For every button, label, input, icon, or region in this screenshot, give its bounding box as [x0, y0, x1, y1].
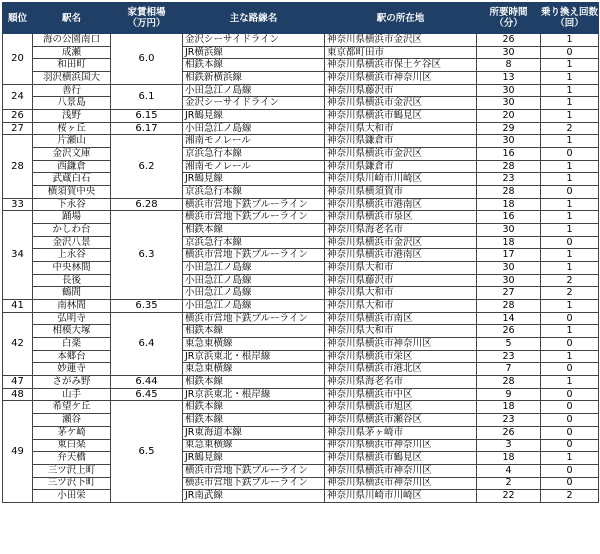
station-name-cell: 片瀬山 — [33, 135, 111, 148]
station-name-cell: 踊場 — [33, 211, 111, 224]
transfer-count-cell: 0 — [541, 426, 599, 439]
table-row — [3, 350, 599, 363]
station-name-cell: 三ツ沢下町 — [33, 477, 111, 490]
table-body — [3, 34, 599, 503]
address-cell: 神奈川県大和市 — [325, 262, 477, 275]
station-name-cell: 三ツ沢上町 — [33, 464, 111, 477]
station-name-cell: 羽沢横浜国大 — [33, 72, 111, 85]
rent-cell: 6.28 — [111, 198, 183, 211]
table-row — [3, 338, 599, 351]
station-name-cell: 鶴間 — [33, 287, 111, 300]
rent-cell: 6.4 — [111, 312, 183, 375]
station-name-cell: 桜ヶ丘 — [33, 122, 111, 135]
station-name-cell: 八景島 — [33, 97, 111, 110]
travel-time-cell: 18 — [477, 401, 541, 414]
address-cell: 神奈川県横浜市港南区 — [325, 249, 477, 262]
station-name-cell: 横須賀中央 — [33, 186, 111, 199]
travel-time-cell: 30 — [477, 224, 541, 237]
transfer-count-cell: 0 — [541, 464, 599, 477]
line-name-cell: 相鉄新横浜線 — [183, 72, 325, 85]
transfer-count-cell: 1 — [541, 325, 599, 338]
address-cell: 神奈川県横浜市金沢区 — [325, 97, 477, 110]
station-name-cell: 本郷台 — [33, 350, 111, 363]
address-cell: 神奈川県横浜市鶴見区 — [325, 452, 477, 465]
address-cell: 神奈川県横須賀市 — [325, 186, 477, 199]
station-name-cell: 金沢文庫 — [33, 148, 111, 161]
transfer-count-cell: 1 — [541, 262, 599, 275]
travel-time-cell: 28 — [477, 186, 541, 199]
station-name-cell: 弁天橋 — [33, 452, 111, 465]
table-row — [3, 122, 599, 135]
table-row — [3, 211, 599, 224]
address-cell: 神奈川県横浜市南区 — [325, 312, 477, 325]
travel-time-cell: 30 — [477, 262, 541, 275]
travel-time-cell: 4 — [477, 464, 541, 477]
table-row — [3, 439, 599, 452]
table-row — [3, 34, 599, 47]
transfer-count-cell: 0 — [541, 363, 599, 376]
travel-time-cell: 16 — [477, 211, 541, 224]
transfer-count-cell: 0 — [541, 236, 599, 249]
table-row — [3, 325, 599, 338]
rent-cell: 6.44 — [111, 376, 183, 389]
travel-time-cell: 22 — [477, 490, 541, 503]
address-cell: 神奈川県横浜市瀬谷区 — [325, 414, 477, 427]
station-name-cell: 南林間 — [33, 300, 111, 313]
address-cell: 神奈川県横浜市港南区 — [325, 198, 477, 211]
header-address: 駅の所在地 — [325, 3, 477, 34]
travel-time-cell: 14 — [477, 312, 541, 325]
transfer-count-cell: 1 — [541, 350, 599, 363]
travel-time-cell: 3 — [477, 439, 541, 452]
transfer-count-cell: 1 — [541, 135, 599, 148]
address-cell: 神奈川県鎌倉市 — [325, 160, 477, 173]
transfer-count-cell: 1 — [541, 224, 599, 237]
station-name-cell: 白楽 — [33, 338, 111, 351]
line-name-cell: 湘南モノレール — [183, 135, 325, 148]
address-cell: 神奈川県横浜市保土ケ谷区 — [325, 59, 477, 72]
travel-time-cell: 23 — [477, 350, 541, 363]
rank-cell: 49 — [3, 401, 33, 502]
rent-cell: 6.2 — [111, 135, 183, 198]
address-cell: 神奈川県川崎市川崎区 — [325, 490, 477, 503]
station-name-cell: 弘明寺 — [33, 312, 111, 325]
line-name-cell: 東急東横線 — [183, 439, 325, 452]
line-name-cell: 金沢シーサイドライン — [183, 34, 325, 47]
rent-cell: 6.1 — [111, 84, 183, 109]
travel-time-cell: 8 — [477, 59, 541, 72]
line-name-cell: JR横浜線 — [183, 46, 325, 59]
address-cell: 神奈川県横浜市栄区 — [325, 350, 477, 363]
line-name-cell: 小田急江ノ島線 — [183, 262, 325, 275]
address-cell: 神奈川県横浜市泉区 — [325, 211, 477, 224]
rank-cell: 47 — [3, 376, 33, 389]
station-name-cell: 小田栄 — [33, 490, 111, 503]
table-row — [3, 363, 599, 376]
transfer-count-cell: 1 — [541, 97, 599, 110]
address-cell: 神奈川県横浜市神奈川区 — [325, 338, 477, 351]
transfer-count-cell: 0 — [541, 148, 599, 161]
travel-time-cell: 30 — [477, 46, 541, 59]
travel-time-cell: 30 — [477, 135, 541, 148]
travel-time-cell: 28 — [477, 160, 541, 173]
station-name-cell: 成瀬 — [33, 46, 111, 59]
station-name-cell: 妙蓮寺 — [33, 363, 111, 376]
transfer-count-cell: 0 — [541, 186, 599, 199]
station-name-cell: 希望ケ丘 — [33, 401, 111, 414]
line-name-cell: 相鉄本線 — [183, 401, 325, 414]
travel-time-cell: 18 — [477, 236, 541, 249]
header-line: 主な路線名 — [183, 3, 325, 34]
station-name-cell: かしわ台 — [33, 224, 111, 237]
table-header — [3, 3, 599, 34]
line-name-cell: 相鉄本線 — [183, 414, 325, 427]
table-row — [3, 84, 599, 97]
table-row — [3, 262, 599, 275]
table-row — [3, 59, 599, 72]
line-name-cell: 東急東横線 — [183, 363, 325, 376]
station-name-cell: 東白楽 — [33, 439, 111, 452]
address-cell: 神奈川県藤沢市 — [325, 84, 477, 97]
transfer-count-cell: 1 — [541, 72, 599, 85]
ranking-table-container — [2, 2, 598, 503]
transfer-count-cell: 1 — [541, 198, 599, 211]
table-row — [3, 72, 599, 85]
travel-time-cell: 5 — [477, 338, 541, 351]
rank-cell: 27 — [3, 122, 33, 135]
address-cell: 神奈川県川崎市川崎区 — [325, 173, 477, 186]
travel-time-cell: 18 — [477, 198, 541, 211]
transfer-count-cell: 0 — [541, 338, 599, 351]
transfer-count-cell: 1 — [541, 211, 599, 224]
station-name-cell: 相模大塚 — [33, 325, 111, 338]
table-row — [3, 452, 599, 465]
travel-time-cell: 28 — [477, 300, 541, 313]
transfer-count-cell: 1 — [541, 452, 599, 465]
table-row — [3, 160, 599, 173]
table-row — [3, 173, 599, 186]
transfer-count-cell: 2 — [541, 490, 599, 503]
line-name-cell: 京浜急行本線 — [183, 148, 325, 161]
line-name-cell: JR鶴見線 — [183, 452, 325, 465]
line-name-cell: 横浜市営地下鉄ブルーライン — [183, 312, 325, 325]
travel-time-cell: 13 — [477, 72, 541, 85]
travel-time-cell: 7 — [477, 363, 541, 376]
table-row — [3, 490, 599, 503]
line-name-cell: 京浜急行本線 — [183, 236, 325, 249]
table-row — [3, 135, 599, 148]
table-row — [3, 426, 599, 439]
table-row — [3, 376, 599, 389]
address-cell: 神奈川県大和市 — [325, 287, 477, 300]
table-row — [3, 274, 599, 287]
station-name-cell: 瀬谷 — [33, 414, 111, 427]
table-row — [3, 148, 599, 161]
address-cell: 東京都町田市 — [325, 46, 477, 59]
address-cell: 神奈川県横浜市旭区 — [325, 401, 477, 414]
address-cell: 神奈川県横浜市金沢区 — [325, 236, 477, 249]
line-name-cell: 相鉄本線 — [183, 376, 325, 389]
table-row — [3, 46, 599, 59]
station-name-cell: 下永谷 — [33, 198, 111, 211]
header-row — [3, 3, 599, 34]
transfer-count-cell: 0 — [541, 388, 599, 401]
transfer-count-cell: 1 — [541, 300, 599, 313]
transfer-count-cell: 1 — [541, 34, 599, 47]
travel-time-cell: 28 — [477, 376, 541, 389]
line-name-cell: JR東海道本線 — [183, 426, 325, 439]
travel-time-cell: 29 — [477, 122, 541, 135]
travel-time-cell: 23 — [477, 414, 541, 427]
travel-time-cell: 16 — [477, 148, 541, 161]
station-name-cell: 善行 — [33, 84, 111, 97]
table-row — [3, 224, 599, 237]
travel-time-cell: 23 — [477, 173, 541, 186]
transfer-count-cell: 2 — [541, 287, 599, 300]
station-name-cell: 金沢八景 — [33, 236, 111, 249]
table-row — [3, 186, 599, 199]
rank-cell: 41 — [3, 300, 33, 313]
address-cell: 神奈川県横浜市中区 — [325, 388, 477, 401]
table-row — [3, 287, 599, 300]
line-name-cell: JR京浜東北・根岸線 — [183, 388, 325, 401]
header-rank: 順位 — [3, 3, 33, 34]
header-rent: 家賃相場 （万円） — [111, 3, 183, 34]
table-row — [3, 236, 599, 249]
rank-cell: 24 — [3, 84, 33, 109]
rank-cell: 26 — [3, 110, 33, 123]
station-name-cell: 西鎌倉 — [33, 160, 111, 173]
transfer-count-cell: 0 — [541, 477, 599, 490]
address-cell: 神奈川県横浜市鶴見区 — [325, 110, 477, 123]
rank-cell: 20 — [3, 34, 33, 85]
travel-time-cell: 27 — [477, 287, 541, 300]
transfer-count-cell: 1 — [541, 110, 599, 123]
table-row — [3, 97, 599, 110]
header-station: 駅名 — [33, 3, 111, 34]
rent-cell: 6.17 — [111, 122, 183, 135]
travel-time-cell: 26 — [477, 325, 541, 338]
transfer-count-cell: 0 — [541, 401, 599, 414]
address-cell: 神奈川県海老名市 — [325, 376, 477, 389]
station-name-cell: 武蔵白石 — [33, 173, 111, 186]
address-cell: 神奈川県大和市 — [325, 325, 477, 338]
table-row — [3, 198, 599, 211]
travel-time-cell: 30 — [477, 97, 541, 110]
rank-cell: 33 — [3, 198, 33, 211]
line-name-cell: 横浜市営地下鉄ブルーライン — [183, 211, 325, 224]
line-name-cell: JR鶴見線 — [183, 110, 325, 123]
station-name-cell: 長後 — [33, 274, 111, 287]
rent-cell: 6.3 — [111, 211, 183, 300]
transfer-count-cell: 1 — [541, 160, 599, 173]
header-transfers: 乗り換え回数 （回） — [541, 3, 599, 34]
transfer-count-cell: 1 — [541, 173, 599, 186]
line-name-cell: 横浜市営地下鉄ブルーライン — [183, 464, 325, 477]
table-row — [3, 249, 599, 262]
header-time: 所要時間 （分） — [477, 3, 541, 34]
table-row — [3, 464, 599, 477]
rent-cell: 6.45 — [111, 388, 183, 401]
travel-time-cell: 20 — [477, 110, 541, 123]
travel-time-cell: 26 — [477, 34, 541, 47]
rank-cell: 34 — [3, 211, 33, 300]
rank-cell: 48 — [3, 388, 33, 401]
station-name-cell: 山手 — [33, 388, 111, 401]
line-name-cell: 京浜急行本線 — [183, 186, 325, 199]
transfer-count-cell: 0 — [541, 312, 599, 325]
address-cell: 神奈川県横浜市金沢区 — [325, 148, 477, 161]
travel-time-cell: 26 — [477, 426, 541, 439]
line-name-cell: 金沢シーサイドライン — [183, 97, 325, 110]
transfer-count-cell: 0 — [541, 414, 599, 427]
address-cell: 神奈川県横浜市神奈川区 — [325, 439, 477, 452]
line-name-cell: 小田急江ノ島線 — [183, 84, 325, 97]
transfer-count-cell: 0 — [541, 46, 599, 59]
line-name-cell: 横浜市営地下鉄ブルーライン — [183, 249, 325, 262]
transfer-count-cell: 1 — [541, 249, 599, 262]
travel-time-cell: 18 — [477, 452, 541, 465]
travel-time-cell: 30 — [477, 274, 541, 287]
travel-time-cell: 17 — [477, 249, 541, 262]
transfer-count-cell: 1 — [541, 376, 599, 389]
table-row — [3, 388, 599, 401]
table-row — [3, 110, 599, 123]
line-name-cell: 横浜市営地下鉄ブルーライン — [183, 198, 325, 211]
line-name-cell: 相鉄本線 — [183, 325, 325, 338]
address-cell: 神奈川県藤沢市 — [325, 274, 477, 287]
travel-time-cell: 9 — [477, 388, 541, 401]
line-name-cell: 横浜市営地下鉄ブルーライン — [183, 477, 325, 490]
line-name-cell: JR鶴見線 — [183, 173, 325, 186]
rent-cell: 6.35 — [111, 300, 183, 313]
table-row — [3, 401, 599, 414]
rank-cell: 42 — [3, 312, 33, 375]
address-cell: 神奈川県海老名市 — [325, 224, 477, 237]
travel-time-cell: 2 — [477, 477, 541, 490]
transfer-count-cell: 1 — [541, 59, 599, 72]
station-name-cell: 上永谷 — [33, 249, 111, 262]
line-name-cell: JR京浜東北・根岸線 — [183, 350, 325, 363]
table-row — [3, 477, 599, 490]
address-cell: 神奈川県横浜市神奈川区 — [325, 477, 477, 490]
station-name-cell: 茅ケ崎 — [33, 426, 111, 439]
rent-cell: 6.5 — [111, 401, 183, 502]
line-name-cell: 小田急江ノ島線 — [183, 274, 325, 287]
address-cell: 神奈川県茅ヶ崎市 — [325, 426, 477, 439]
rent-cell: 6.0 — [111, 34, 183, 85]
rank-cell: 28 — [3, 135, 33, 198]
transfer-count-cell: 2 — [541, 274, 599, 287]
station-name-cell: 中央林間 — [33, 262, 111, 275]
station-name-cell: 和田町 — [33, 59, 111, 72]
address-cell: 神奈川県横浜市神奈川区 — [325, 464, 477, 477]
address-cell: 神奈川県横浜市金沢区 — [325, 34, 477, 47]
rent-cell: 6.15 — [111, 110, 183, 123]
transfer-count-cell: 1 — [541, 84, 599, 97]
station-ranking-table — [2, 2, 599, 503]
line-name-cell: 相鉄本線 — [183, 59, 325, 72]
station-name-cell: 浅野 — [33, 110, 111, 123]
address-cell: 神奈川県鎌倉市 — [325, 135, 477, 148]
line-name-cell: 小田急江ノ島線 — [183, 300, 325, 313]
transfer-count-cell: 0 — [541, 439, 599, 452]
line-name-cell: 相鉄本線 — [183, 224, 325, 237]
station-name-cell: さがみ野 — [33, 376, 111, 389]
address-cell: 神奈川県大和市 — [325, 300, 477, 313]
line-name-cell: 湘南モノレール — [183, 160, 325, 173]
address-cell: 神奈川県大和市 — [325, 122, 477, 135]
line-name-cell: 小田急江ノ島線 — [183, 122, 325, 135]
travel-time-cell: 30 — [477, 84, 541, 97]
table-row — [3, 312, 599, 325]
line-name-cell: 小田急江ノ島線 — [183, 287, 325, 300]
table-row — [3, 414, 599, 427]
table-row — [3, 300, 599, 313]
address-cell: 神奈川県横浜市神奈川区 — [325, 72, 477, 85]
line-name-cell: 東急東横線 — [183, 338, 325, 351]
line-name-cell: JR南武線 — [183, 490, 325, 503]
station-name-cell: 海の公園南口 — [33, 34, 111, 47]
address-cell: 神奈川県横浜市港北区 — [325, 363, 477, 376]
transfer-count-cell: 2 — [541, 122, 599, 135]
